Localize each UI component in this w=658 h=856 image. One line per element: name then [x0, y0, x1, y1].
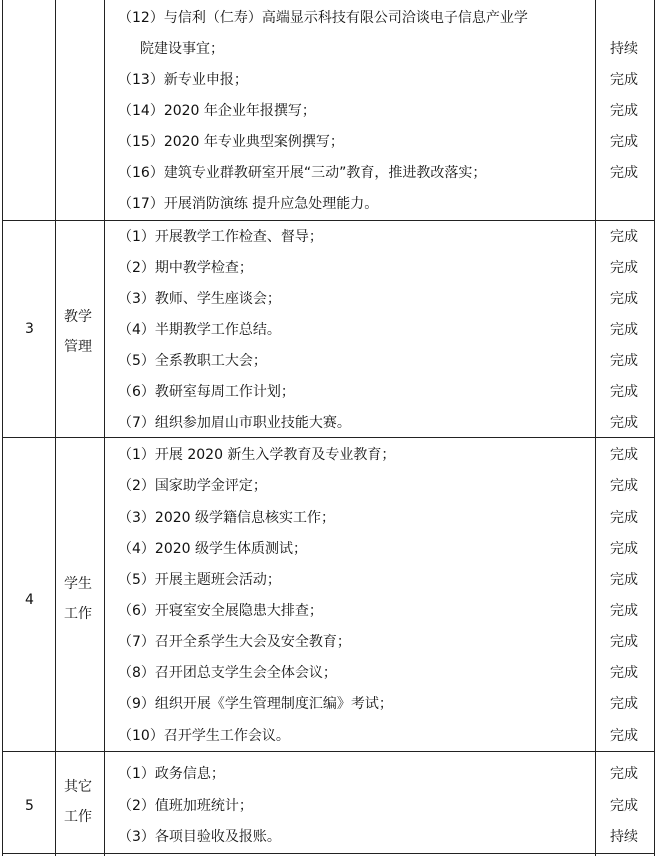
task-item: （3）各项目验收及报账。 — [118, 829, 281, 845]
task-item: （2）国家助学金评定； — [118, 478, 267, 494]
task-status: 完成 — [610, 260, 638, 276]
section-category-line2: 工作 — [64, 606, 92, 622]
column-divider-category — [104, 0, 105, 856]
task-item: （12）与信利（仁寿）高端显示科技有限公司洽谈电子信息产业学 — [118, 10, 528, 26]
column-divider-number — [55, 0, 56, 856]
section-number: 3 — [25, 321, 34, 337]
task-status: 完成 — [610, 696, 638, 712]
task-status: 完成 — [610, 72, 638, 88]
task-status: 完成 — [610, 353, 638, 369]
task-item: （16）建筑专业群教研室开展“三动”教育，推进教改落实； — [118, 165, 487, 181]
task-item: （6）开寝室安全展隐患大排查； — [118, 603, 323, 619]
task-status: 完成 — [610, 603, 638, 619]
task-item: （3）教师、学生座谈会； — [118, 291, 281, 307]
table-border-left — [2, 0, 3, 856]
section-category-line1: 学生 — [64, 576, 92, 592]
task-item: （5）全系教职工大会； — [118, 353, 267, 369]
table-border-bottom — [2, 853, 655, 854]
task-status: 持续 — [610, 41, 638, 57]
task-item: （3）2020 级学籍信息核实工作； — [118, 510, 335, 526]
task-item: （9）组织开展《学生管理制度汇编》考试； — [118, 696, 393, 712]
task-item: （1）政务信息； — [118, 766, 225, 782]
task-item: （14）2020 年企业年报撰写； — [118, 103, 316, 119]
task-status: 完成 — [610, 766, 638, 782]
task-item: （10）召开学生工作会议。 — [118, 728, 290, 744]
task-item: （2）期中教学检查； — [118, 260, 253, 276]
task-status: 完成 — [610, 165, 638, 181]
task-status: 完成 — [610, 541, 638, 557]
section-divider — [2, 751, 655, 752]
table-border-right — [654, 0, 655, 856]
section-number: 5 — [25, 798, 34, 814]
task-item: （8）召开团总支学生会全体会议； — [118, 665, 337, 681]
task-item: （6）教研室每周工作计划； — [118, 384, 295, 400]
task-status: 完成 — [610, 634, 638, 650]
task-item: （7）召开全系学生大会及安全教育； — [118, 634, 351, 650]
task-item-continued: 院建设事宜； — [140, 41, 224, 57]
task-status: 完成 — [610, 665, 638, 681]
section-divider — [2, 437, 655, 438]
task-item: （13）新专业申报； — [118, 72, 248, 88]
task-item: （7）组织参加眉山市职业技能大赛。 — [118, 415, 351, 431]
section-category-line1: 教学 — [64, 309, 92, 325]
section-category-line2: 管理 — [64, 339, 92, 355]
task-item: （17）开展消防演练 提升应急处理能力。 — [118, 196, 379, 212]
task-status: 持续 — [610, 829, 638, 845]
task-status: 完成 — [610, 447, 638, 463]
task-item: （4）2020 级学生体质测试； — [118, 541, 307, 557]
task-item: （15）2020 年专业典型案例撰写； — [118, 134, 344, 150]
task-status: 完成 — [610, 478, 638, 494]
task-status: 完成 — [610, 415, 638, 431]
task-status: 完成 — [610, 510, 638, 526]
task-status: 完成 — [610, 134, 638, 150]
task-item: （1）开展教学工作检查、督导； — [118, 229, 323, 245]
task-item: （1）开展 2020 新生入学教育及专业教育； — [118, 447, 396, 463]
section-divider — [2, 220, 655, 221]
task-status: 完成 — [610, 728, 638, 744]
task-status: 完成 — [610, 103, 638, 119]
task-status: 完成 — [610, 384, 638, 400]
task-item: （5）开展主题班会活动； — [118, 572, 281, 588]
section-category-line1: 其它 — [64, 779, 92, 795]
task-status: 完成 — [610, 229, 638, 245]
task-status: 完成 — [610, 291, 638, 307]
column-divider-status — [595, 0, 596, 856]
task-item: （2）值班加班统计； — [118, 798, 253, 814]
section-number: 4 — [25, 592, 34, 608]
section-category-line2: 工作 — [64, 809, 92, 825]
task-status: 完成 — [610, 322, 638, 338]
task-item: （4）半期教学工作总结。 — [118, 322, 281, 338]
task-status: 完成 — [610, 798, 638, 814]
task-status: 完成 — [610, 572, 638, 588]
